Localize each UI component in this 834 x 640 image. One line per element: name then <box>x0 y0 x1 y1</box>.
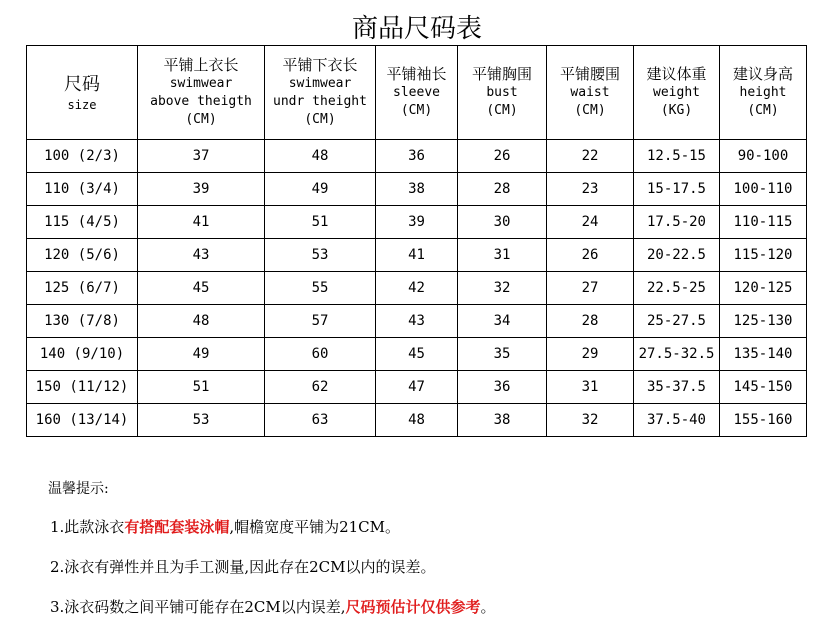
table-cell: 41 <box>138 206 265 239</box>
table-cell: 48 <box>376 404 458 437</box>
table-cell: 48 <box>138 305 265 338</box>
table-cell: 35 <box>458 338 547 371</box>
table-cell: 145-150 <box>720 371 807 404</box>
header-label-zh: 平铺腰围 <box>559 65 620 83</box>
size-table <box>26 45 807 437</box>
table-cell: 39 <box>138 173 265 206</box>
header-unit: (CM) <box>400 103 433 118</box>
table-cell: 28 <box>547 305 634 338</box>
header-weight <box>634 46 720 140</box>
table-cell: 48 <box>265 140 376 173</box>
header-sleeve <box>376 46 458 140</box>
notes-title: 温馨提示: <box>48 481 109 497</box>
table-body <box>27 140 807 437</box>
table-cell: 55 <box>265 272 376 305</box>
table-cell: 115-120 <box>720 239 807 272</box>
table-row <box>27 404 807 437</box>
table-cell: 51 <box>138 371 265 404</box>
table-cell: 22.5-25 <box>634 272 720 305</box>
table-cell: 155-160 <box>720 404 807 437</box>
note-text: 1.此款泳衣 <box>50 518 125 536</box>
table-header <box>27 46 807 140</box>
table-cell: 51 <box>265 206 376 239</box>
note-item <box>50 516 400 538</box>
table-cell: 110-115 <box>720 206 807 239</box>
size-cell: 125 (6/7) <box>27 272 138 305</box>
note-item <box>50 596 496 618</box>
note-text: 。 <box>480 598 496 616</box>
size-cell: 120 (5/6) <box>27 239 138 272</box>
table-cell: 53 <box>265 239 376 272</box>
header-unit: (CM) <box>304 112 336 127</box>
table-cell: 62 <box>265 371 376 404</box>
header-bottom-length <box>265 46 376 140</box>
table-row <box>27 371 807 404</box>
highlight-text: 有搭配套装泳帽 <box>124 518 230 536</box>
header-size <box>27 46 138 140</box>
header-unit: (KG) <box>660 103 693 118</box>
header-unit: (CM) <box>747 103 779 118</box>
table-cell: 37.5-40 <box>634 404 720 437</box>
table-cell: 53 <box>138 404 265 437</box>
table-cell: 27 <box>547 272 634 305</box>
table-cell: 26 <box>547 239 634 272</box>
size-cell: 110 (3/4) <box>27 173 138 206</box>
table-cell: 27.5-32.5 <box>634 338 720 371</box>
note-text: 3.泳衣码数之间平铺可能存在2CM以内误差, <box>50 598 346 616</box>
header-label-zh: 尺码 <box>64 73 100 95</box>
note-text: ,帽檐宽度平铺为21CM。 <box>229 518 401 536</box>
table-cell: 43 <box>376 305 458 338</box>
header-label-en: swimwear <box>288 76 352 91</box>
table-cell: 32 <box>547 404 634 437</box>
table-cell: 45 <box>138 272 265 305</box>
table-cell: 90-100 <box>720 140 807 173</box>
table-row <box>27 173 807 206</box>
note-text: 2.泳衣有弹性并且为手工测量,因此存在2CM以内的误差。 <box>50 558 436 576</box>
table-cell: 47 <box>376 371 458 404</box>
size-cell: 160 (13/14) <box>27 404 138 437</box>
header-label-en: size <box>67 97 97 112</box>
table-cell: 38 <box>376 173 458 206</box>
table-row <box>27 206 807 239</box>
table-cell: 45 <box>376 338 458 371</box>
table-row <box>27 305 807 338</box>
size-cell: 100 (2/3) <box>27 140 138 173</box>
table-cell: 17.5-20 <box>634 206 720 239</box>
header-label-en: waist <box>570 85 610 100</box>
header-label-zh: 建议体重 <box>646 65 707 83</box>
header-label-en: swimwear <box>169 76 233 91</box>
table-cell: 26 <box>458 140 547 173</box>
size-cell: 150 (11/12) <box>27 371 138 404</box>
table-cell: 36 <box>376 140 458 173</box>
table-cell: 63 <box>265 404 376 437</box>
table-cell: 32 <box>458 272 547 305</box>
table-cell: 20-22.5 <box>634 239 720 272</box>
table-cell: 35-37.5 <box>634 371 720 404</box>
table-cell: 15-17.5 <box>634 173 720 206</box>
table-cell: 37 <box>138 140 265 173</box>
header-bust <box>458 46 547 140</box>
table-cell: 100-110 <box>720 173 807 206</box>
highlight-text: 尺码预估计仅供参考 <box>345 598 481 616</box>
page-title: 商品尺码表 <box>351 14 482 44</box>
header-unit: (CM) <box>574 103 606 118</box>
header-row <box>27 46 807 140</box>
table-cell: 23 <box>547 173 634 206</box>
table-cell: 29 <box>547 338 634 371</box>
header-label-en: undr theight <box>273 94 367 109</box>
header-label-zh: 平铺下衣长 <box>282 56 358 74</box>
table-row <box>27 338 807 371</box>
table-cell: 49 <box>138 338 265 371</box>
header-label-en: above theigth <box>150 94 252 109</box>
table-cell: 125-130 <box>720 305 807 338</box>
header-top-length <box>138 46 265 140</box>
table-cell: 38 <box>458 404 547 437</box>
header-label-zh: 平铺胸围 <box>471 65 532 83</box>
table-cell: 57 <box>265 305 376 338</box>
table-row <box>27 272 807 305</box>
header-unit: (CM) <box>185 112 217 127</box>
table-cell: 24 <box>547 206 634 239</box>
header-label-en: sleeve <box>393 85 440 100</box>
header-label-zh: 平铺袖长 <box>386 65 447 83</box>
table-cell: 60 <box>265 338 376 371</box>
table-cell: 34 <box>458 305 547 338</box>
note-item <box>50 556 435 578</box>
table-cell: 12.5-15 <box>634 140 720 173</box>
table-cell: 43 <box>138 239 265 272</box>
size-cell: 115 (4/5) <box>27 206 138 239</box>
table-cell: 31 <box>547 371 634 404</box>
table-cell: 49 <box>265 173 376 206</box>
table-cell: 120-125 <box>720 272 807 305</box>
header-label-zh: 建议身高 <box>732 65 793 83</box>
table-cell: 39 <box>376 206 458 239</box>
notes-section <box>48 478 808 616</box>
header-label-en: bust <box>486 85 518 100</box>
size-cell: 130 (7/8) <box>27 305 138 338</box>
header-height <box>720 46 807 140</box>
header-label-en: weight <box>653 85 700 100</box>
table-cell: 31 <box>458 239 547 272</box>
header-waist <box>547 46 634 140</box>
table-cell: 135-140 <box>720 338 807 371</box>
size-cell: 140 (9/10) <box>27 338 138 371</box>
table-cell: 25-27.5 <box>634 305 720 338</box>
table-cell: 28 <box>458 173 547 206</box>
table-cell: 30 <box>458 206 547 239</box>
table-cell: 41 <box>376 239 458 272</box>
table-row <box>27 239 807 272</box>
table-cell: 22 <box>547 140 634 173</box>
header-label-zh: 平铺上衣长 <box>163 56 239 74</box>
table-cell: 42 <box>376 272 458 305</box>
header-unit: (CM) <box>486 103 518 118</box>
header-label-en: height <box>739 85 787 100</box>
table-cell: 36 <box>458 371 547 404</box>
table-row <box>27 140 807 173</box>
